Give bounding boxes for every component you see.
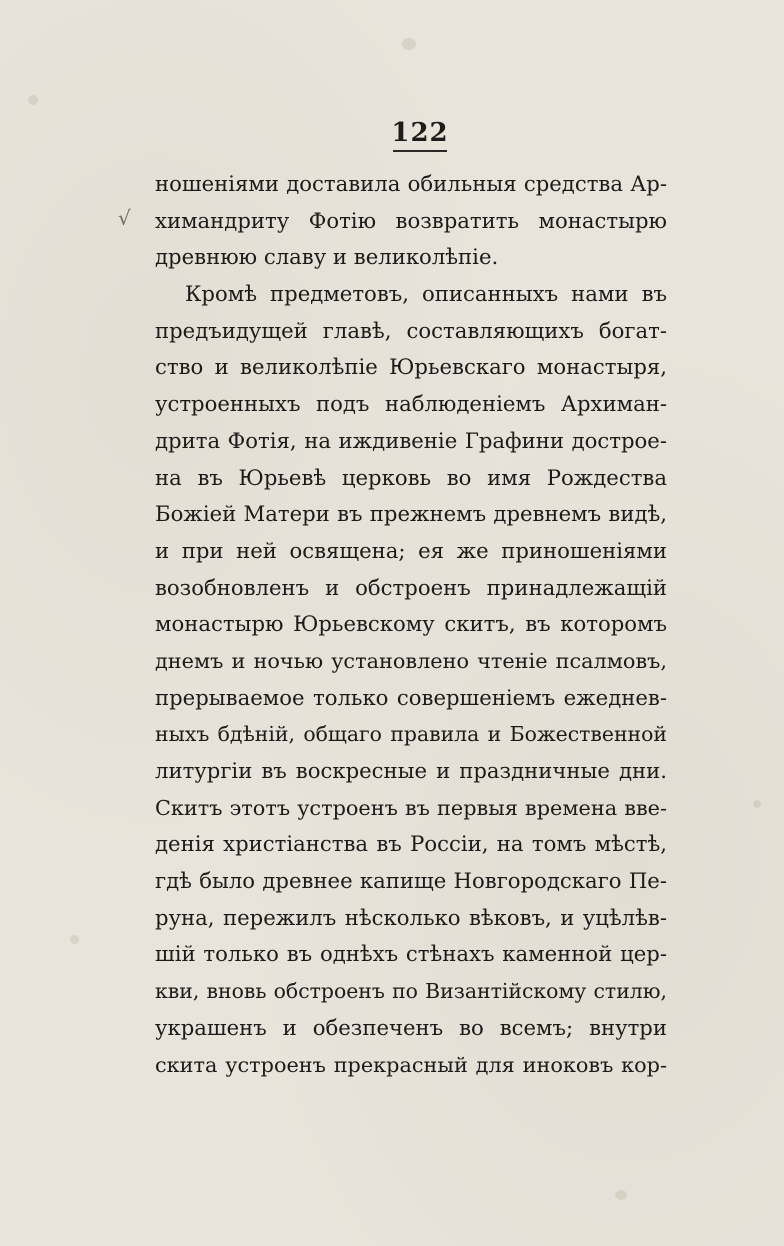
- page-number-rule: [393, 150, 447, 152]
- text-line: ныхъ бдѣній, общаго правила и Божественной: [155, 722, 667, 747]
- text-line: гдѣ было древнее капище Новгородскаго Пе-: [155, 868, 667, 894]
- text-line: химандриту Фотію возвратить монастырю: [155, 207, 667, 233]
- text-line: денія христіанства въ Россіи, на томъ мѣстѣ,: [155, 831, 667, 857]
- text-line: монастырю Юрьевскому скитъ, въ которомъ: [155, 611, 667, 637]
- text-line: кви, вновь обстроенъ по Византійскому стилю,: [155, 979, 667, 1004]
- paper-stain: [615, 1190, 627, 1200]
- text-line: литургіи въ воскресные и праздничные дни.: [155, 758, 667, 783]
- text-line: возобновленъ и обстроенъ принадлежащій: [155, 574, 667, 600]
- text-line: на въ Юрьевѣ церковь во имя Рождества: [155, 464, 667, 490]
- text-line: древнюю славу и великолѣпіе.: [155, 244, 499, 270]
- text-line: руна, пережилъ нѣсколько вѣковъ, и уцѣлѣв-: [155, 904, 667, 930]
- text-line: ство и великолѣпіе Юрьевскаго монастыря,: [155, 354, 667, 380]
- text-line: скита устроенъ прекрасный для иноковъ кор-: [155, 1052, 667, 1077]
- text-line: Божіей Матери въ прежнемъ древнемъ видѣ,: [155, 501, 667, 527]
- margin-check-mark: √: [118, 206, 131, 230]
- text-line: ношеніями доставила обильныя средства Ар-: [155, 171, 667, 196]
- text-line: предъидущей главѣ, составляющихъ богат-: [155, 317, 667, 343]
- text-line: украшенъ и обезпеченъ во всемъ; внутри: [155, 1014, 667, 1040]
- paper-stain: [402, 38, 416, 50]
- text-line: устроенныхъ подъ наблюденіемъ Архиман-: [155, 391, 667, 417]
- text-line: и при ней освящена; ея же приношеніями: [155, 537, 667, 563]
- text-line: дрита Фотія, на иждивеніе Графини дострое-: [155, 427, 667, 453]
- body-text: [155, 166, 667, 1083]
- paper-stain: [753, 800, 761, 808]
- text-line: шій только въ однѣхъ стѣнахъ каменной цер-: [155, 941, 667, 967]
- paper-stain: [70, 935, 79, 944]
- text-line: прерываемое только совершеніемъ ежеднев-: [155, 684, 667, 710]
- page-number: 122: [391, 118, 449, 148]
- text-line: днемъ и ночью установлено чтеніе псалмовъ,: [155, 648, 667, 673]
- text-line: Скитъ этотъ устроенъ въ первыя времена вве-: [155, 795, 667, 820]
- paper-stain: [28, 95, 38, 105]
- paragraph-start-line: Кромѣ предметовъ, описанныхъ нами въ: [185, 281, 667, 307]
